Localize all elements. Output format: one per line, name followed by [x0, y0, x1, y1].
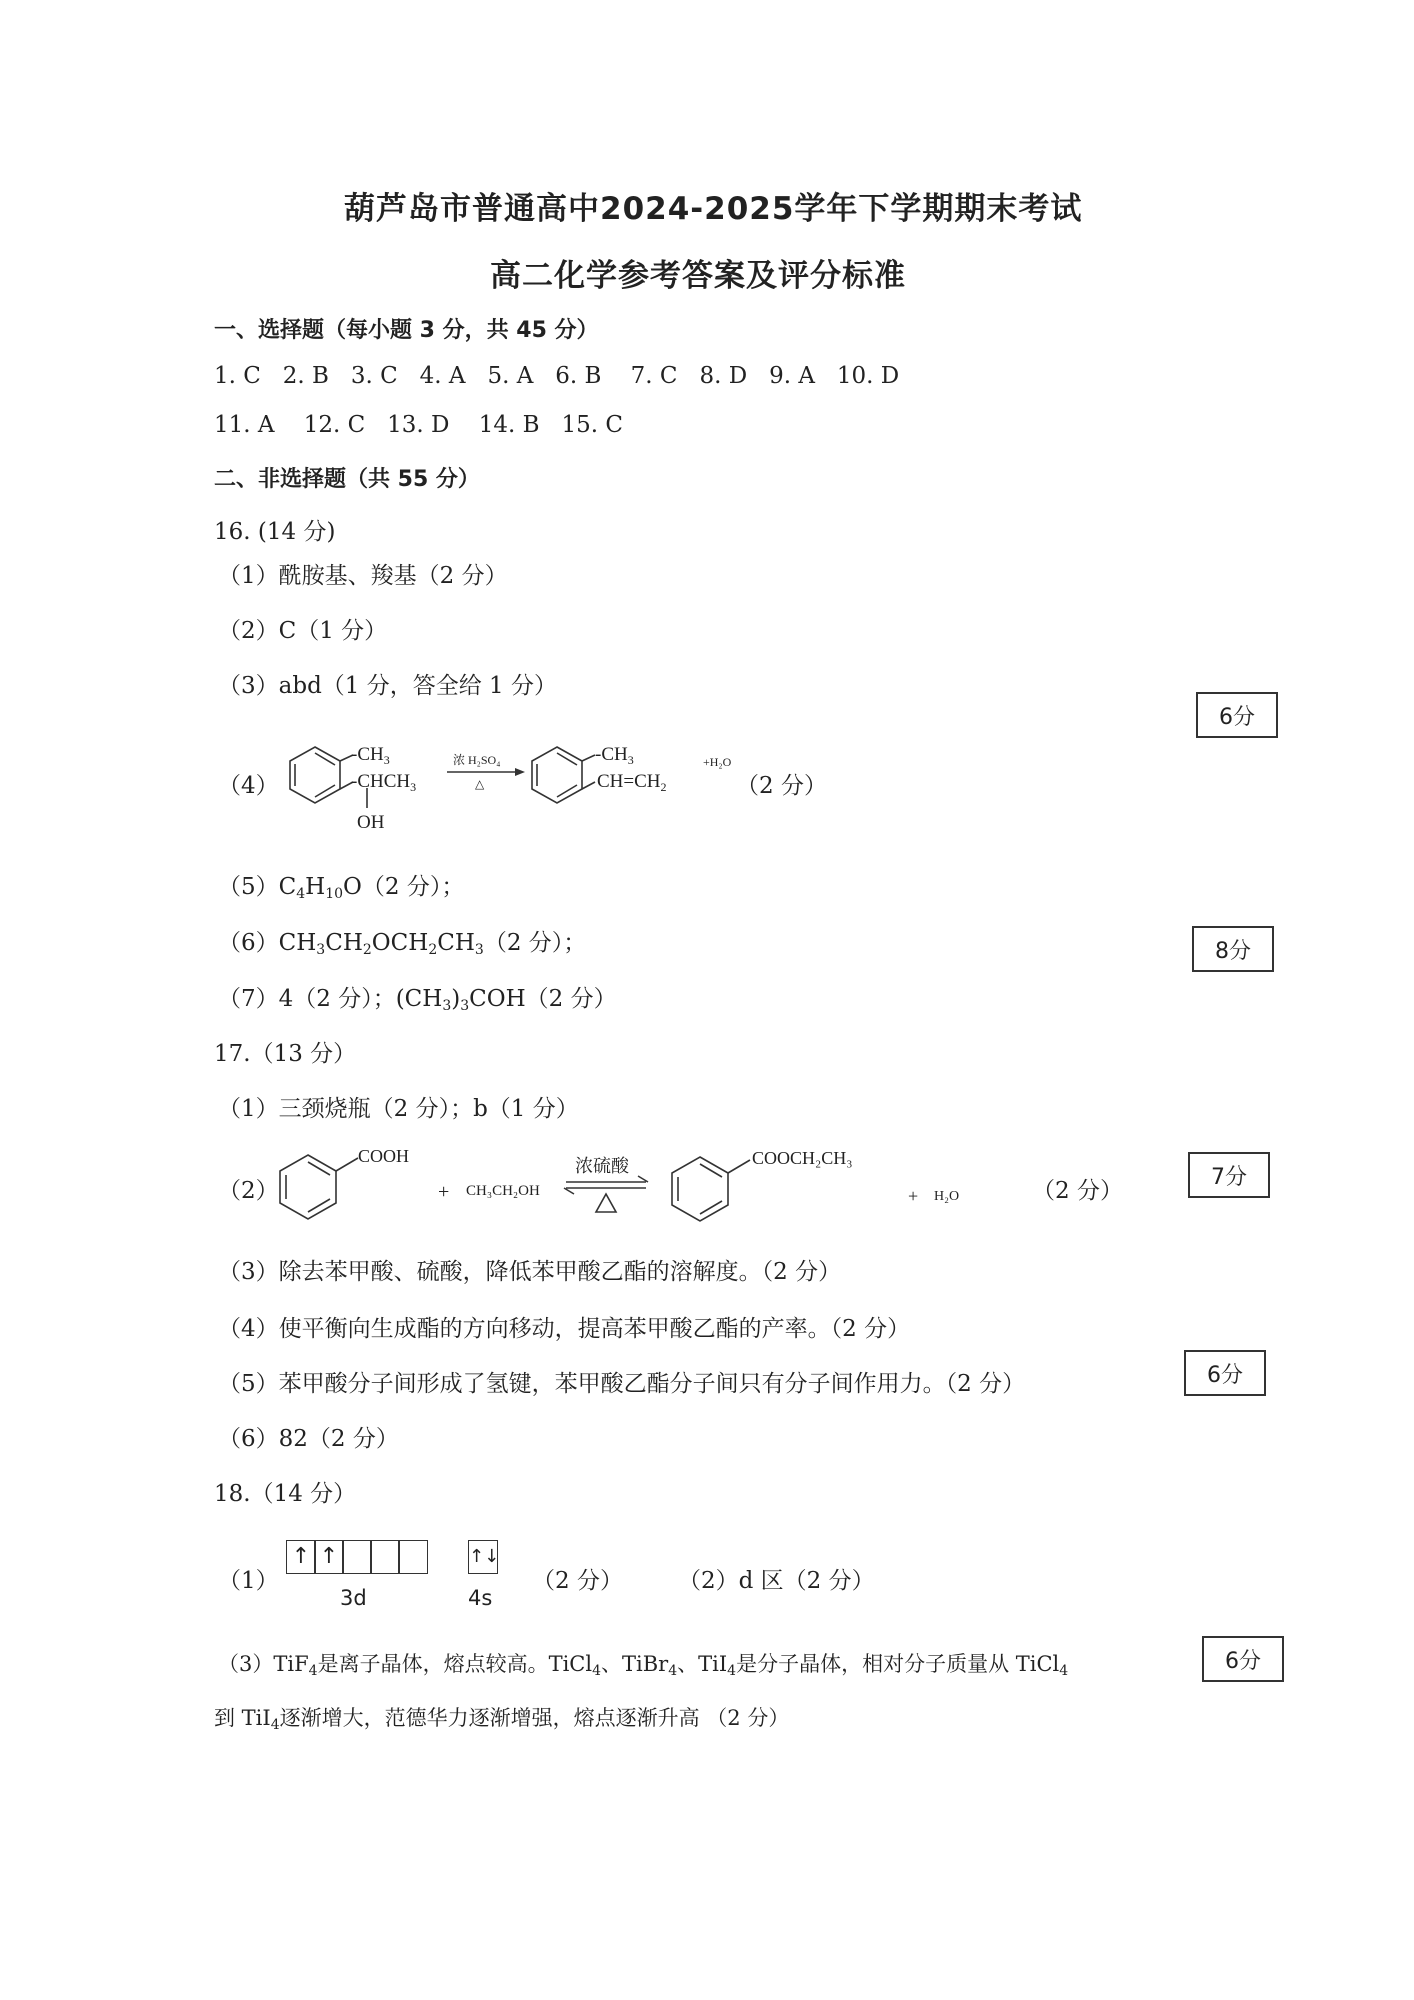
- orbital-3d-box-1: ↑: [286, 1540, 316, 1574]
- section1-heading: 一、选择题（每小题 3 分，共 45 分）: [214, 318, 599, 343]
- product-vinyl: $CH=CH_2$: [597, 771, 667, 794]
- reactant-hydroxyl: OH: [357, 812, 385, 833]
- q18-answer-2: （2）d 区（2 分）: [678, 1568, 875, 1594]
- plus-sign-2: +: [908, 1186, 919, 1206]
- ethyl-benzoate-ring: [672, 1157, 750, 1221]
- product-methyl: $-CH_3$: [595, 744, 634, 767]
- reaction-condition-acid: 浓 H₂SO₄: [453, 753, 501, 767]
- ethanol: CH₃CH₂OH: [466, 1183, 540, 1199]
- orbital-3d-box-3: [342, 1540, 372, 1574]
- q16-answer-3: （3）abd（1 分，答全给 1 分）: [218, 673, 557, 699]
- q17-score-box-2: 6分: [1184, 1350, 1266, 1396]
- orbital-4s-label: 4s: [468, 1586, 493, 1610]
- answer-key-title: 高二化学参考答案及评分标准: [490, 258, 906, 294]
- arrow-head: [515, 768, 525, 776]
- q18-answer-3-line1: （3）TiF$_4$是离子晶体，熔点较高。TiCl$_4$、TiBr$_4$、TiI$_4$是分子晶体，相对分子质量从 TiCl$_4$: [218, 1652, 1069, 1679]
- q16-header: 16. (14 分): [214, 519, 336, 545]
- q17-answer-2-score: （2 分）: [1032, 1178, 1123, 1204]
- q16-answer-7: （7）4（2 分）；$(CH_3)_3COH(2$ 分）: [218, 986, 617, 1014]
- q17-esterification-reaction: [270, 1138, 990, 1238]
- carboxyl-group: COOH: [358, 1146, 410, 1166]
- q16-answer-6: $(6)CH_3CH_2OCH_2CH_3(2$ 分）；: [218, 930, 587, 958]
- water: H₂O: [934, 1189, 960, 1204]
- orbital-3d-box-2: ↑: [314, 1540, 344, 1574]
- q16-answer-2: （2）C（1 分）: [218, 618, 388, 644]
- q16-score-box-1: 6分: [1196, 692, 1278, 738]
- exam-title: 葫芦岛市普通高中2024-2025学年下学期期末考试: [344, 191, 1083, 227]
- q18-header: 18.（14 分）: [214, 1481, 357, 1507]
- q17-answer-6: （6）82（2 分）: [218, 1426, 399, 1452]
- q18-score-box-1: 6分: [1202, 1636, 1284, 1682]
- q18-answer-3-line2: 到 TiI$_4$逐渐增大，范德华力逐渐增强，熔点逐渐升高 （2 分）: [214, 1706, 790, 1733]
- q17-answer-4: （4）使平衡向生成酯的方向移动，提高苯甲酸乙酯的产率。（2 分）: [218, 1316, 911, 1342]
- q18-answer-1-score: （2 分）: [532, 1568, 623, 1594]
- q17-answer-5: （5）苯甲酸分子间形成了氢键，苯甲酸乙酯分子间只有分子间作用力。（2 分）: [218, 1371, 1026, 1397]
- q17-score-box-1: 7分: [1188, 1152, 1270, 1198]
- q16-answer-4-score: （2 分）: [736, 773, 827, 799]
- q16-score-box-2: 8分: [1192, 926, 1274, 972]
- q18-answer-1-label: （1）: [218, 1568, 279, 1594]
- condition-sulfuric-acid: 浓硫酸: [575, 1156, 629, 1176]
- q17-answer-1: （1）三颈烧瓶（2 分）；b（1 分）: [218, 1096, 579, 1122]
- product-water: +H₂O: [703, 755, 732, 769]
- orbital-4s-box: ↑↓: [468, 1540, 498, 1574]
- reactant-side-chain: $-CHCH_3$: [351, 771, 417, 794]
- mc-answers-row1: 1. C 2. B 3. C 4. A 5. A 6. B 7. C 8. D 9. A 10. D: [214, 363, 900, 389]
- q16-answer-1: （1）酰胺基、羧基（2 分）: [218, 563, 508, 589]
- product-benzene-ring: [532, 747, 595, 803]
- orbital-3d-box-5: [398, 1540, 428, 1574]
- section2-heading: 二、非选择题（共 55 分）: [214, 467, 480, 492]
- ester-group: COOCH₂CH₃: [752, 1148, 853, 1168]
- heat-triangle: [596, 1194, 616, 1212]
- orbital-3d-label: 3d: [340, 1586, 367, 1610]
- q16-dehydration-reaction: [285, 730, 745, 840]
- mc-answers-row2: 11. A 12. C 13. D 14. B 15. C: [214, 412, 623, 438]
- plus-sign-1: +: [438, 1181, 450, 1203]
- q16-answer-4-label: （4）: [218, 773, 279, 799]
- reactant-methyl: $-CH_3$: [351, 744, 390, 767]
- orbital-3d-box-4: [370, 1540, 400, 1574]
- benzoic-acid-ring: [280, 1155, 358, 1219]
- q17-answer-3: （3）除去苯甲酸、硫酸，降低苯甲酸乙酯的溶解度。（2 分）: [218, 1259, 842, 1285]
- q17-header: 17.（13 分）: [214, 1041, 357, 1067]
- reaction-condition-heat: △: [475, 777, 485, 791]
- q16-answer-5: $(5)C_4H_{10}O(2$ 分）；: [218, 874, 465, 902]
- q17-answer-2-label: （2）: [218, 1178, 279, 1204]
